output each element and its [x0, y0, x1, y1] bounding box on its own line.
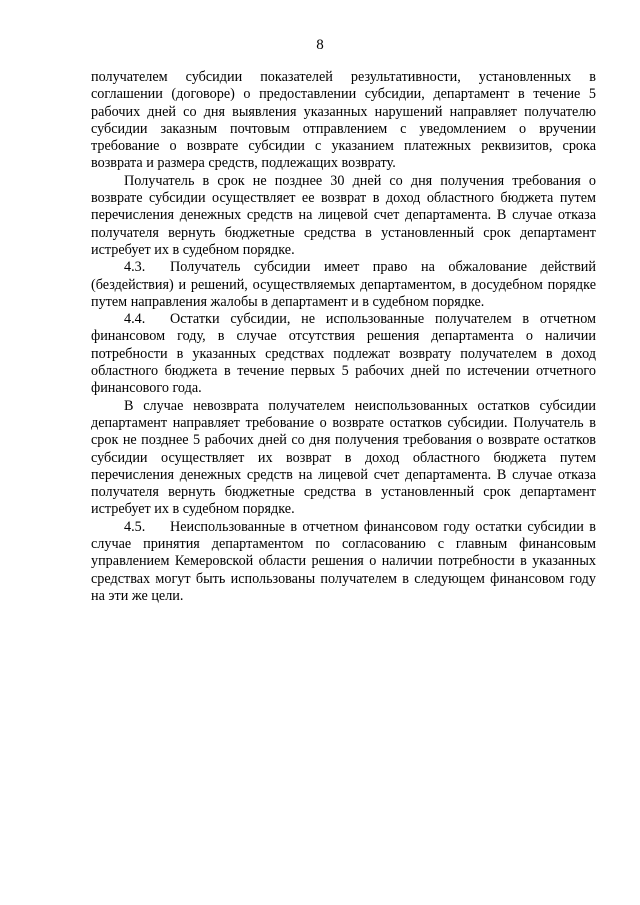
paragraph-continuation: получателем субсидии показателей результативности, установленных в соглашении (договоре) о предоставлении субсидии, департамент в течение 5 рабочих дней со дня выявления указанных нарушений направляет получателю субсидии заказным почтовым отправлением с уведомлением о вручении требование о возврате субсидии с указанием платежных реквизитов, срока возврата и размера средств, подлежащих возврату. [91, 69, 596, 172]
paragraph-refund-deadline: Получатель в срок не позднее 30 дней со дня получения требования о возврате субсидии осуществляет ее возврат в доход областного бюджета путем перечисления денежных средств на лицевой счет департамента. В случае отказа получателя вернуть бюджетные средства в установленный срок департамент истребует их в судебном порядке. [91, 172, 596, 258]
clause-text: Остатки субсидии, не использованные получателем в отчетном финансовом году, в случае отсутствия решения департамента о наличии потребности в указанных средствах подлежат возврату получателем в доход областного бюджета в течение первых 5 рабочих дней по истечении отчетного финансового года. [91, 311, 596, 397]
clause-number: 4.4. [124, 311, 146, 328]
clause-4-3 [91, 259, 596, 311]
document-body [91, 69, 596, 605]
clause-4-5 [91, 519, 596, 605]
clause-number: 4.5. [124, 518, 146, 535]
clause-4-4 [91, 311, 596, 397]
clause-text: Неиспользованные в отчетном финансовом году остатки субсидии в случае принятия департаментом по согласованию с главным финансовым управлением Кемеровской области решения о наличии потребности в указанных средствах могут быть использованы получателем в следующем финансовом году на эти же цели. [91, 518, 596, 604]
clause-number: 4.3. [124, 259, 146, 276]
clause-text: Получатель субсидии имеет право на обжалование действий (бездействия) и решений, осуществляемых департаментом, в досудебном порядке путем направления жалобы в департамент и в судебном порядке. [91, 259, 596, 310]
page-number: 8 [316, 37, 324, 53]
paragraph-non-return: В случае невозврата получателем неиспользованных остатков субсидии департамент направляет требование о возврате остатков субсидии. Получатель в срок не позднее 5 рабочих дней со дня получения требования о возврате остатков субсидии осуществляет их возврат в доход областного бюджета путем перечисления денежных средств на лицевой счет департамента. В случае отказа получателя вернуть бюджетные средства в установленный срок департамент истребует их в судебном порядке. [91, 397, 596, 518]
